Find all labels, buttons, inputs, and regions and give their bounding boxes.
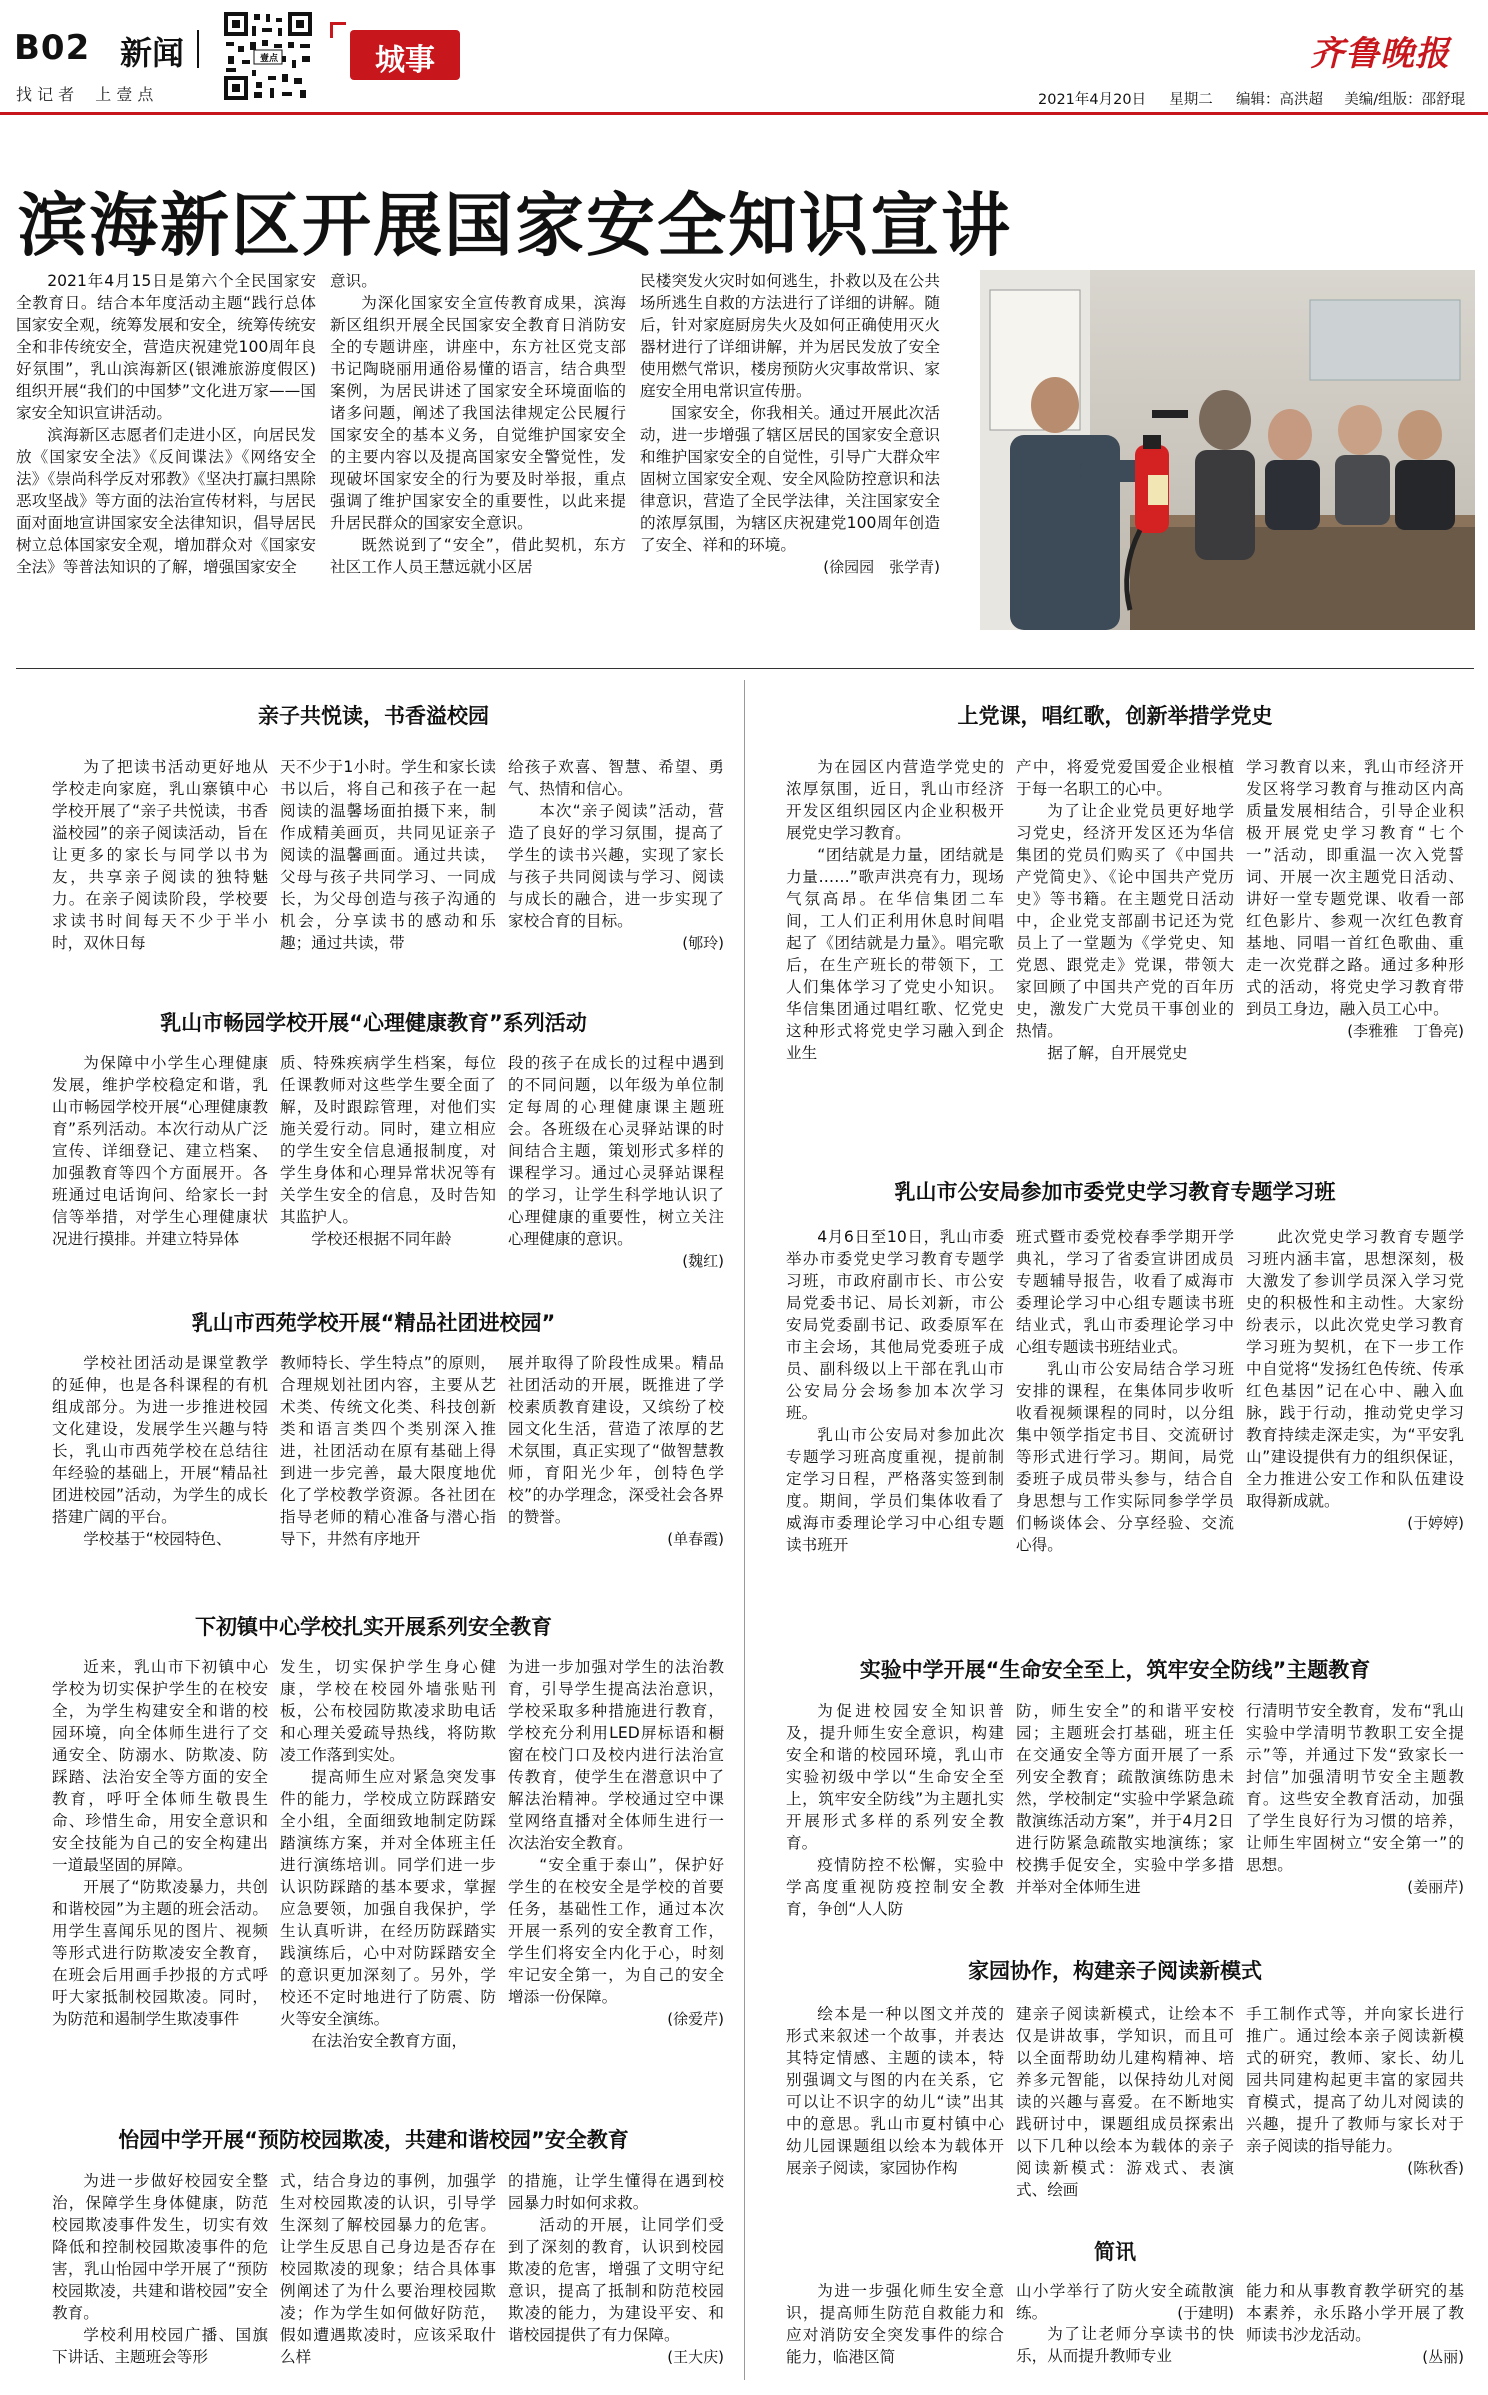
paragraph: 天不少于1小时。学生和家长读书以后，将自己和孩子在一起阅读的温馨场面拍摄下来，制作成精美画页，共同见证亲子阅读的温馨画面。通过共读，父母与孩子共同学习、一同成长，为父母创造与孩子沟通的机会，分享读书的感动和乐趣；通过共读，带 [280,758,496,952]
paragraph: 班式暨市委党校春季学期开学典礼，学习了省委宣讲团成员专题辅导报告，收看了威海市委理论学习中心组专题读书班结业式，乳山市委理论学习中心组专题读书班结业式。 [1016,1228,1234,1356]
paragraph: 疫情防控不松懈，实验中学高度重视防疫控制安全教育，争创“人人防 [786,1856,1004,1918]
lead-bottom-rule [16,668,1474,669]
paragraph: 建亲子阅读新模式，让绘本不仅是讲故事，学知识，而且可以全面帮助幼儿建构精神、培养多元智能，以保持幼儿对阅读的兴趣与喜爱。在不断地实践研讨中，课题组成员探索出以下几种以绘本为载体的亲子阅读新模式：游戏式、表演式、绘画 [1016,2005,1234,2199]
paragraph: 式，结合身边的事例，加强学生对校园欺凌的认识，引导学生深刻了解校园暴力的危害。让学生反思自己身边是否存在校园欺凌的现象；结合具体事例阐述了为什么要治理校园欺凌；作为学生如何做好防范，假如遭遇欺凌时，应该采取什么样 [280,2172,496,2366]
qr-code[interactable] [222,10,314,102]
article-column [508,756,724,976]
byline: (王大庆) [667,2348,724,2366]
article-column [786,756,1004,1146]
paragraph: 乳山市公安局结合学习班安排的课程，在集体同步收听收看视频课程的同时，以分组集中领学指定书目、交流研讨等形式进行学习。期间，局党委班子成员带头参与，结合自身思想与工作实际同参学学员们畅谈体会、分享经验、交流心得。 [1016,1360,1234,1554]
tag-corner-side [330,22,333,38]
article-column [52,1656,268,2100]
header-rule [0,112,1488,115]
article-column [280,2170,496,2380]
byline: (于建明) [1177,2304,1234,2322]
paragraph: 发生，切实保护学生身心健康，学校在校园外墙张贴刊板，公布校园防欺凌求助电话和心理关爱疏导热线，将防欺凌工作落到实处。 [280,1658,496,1764]
article-headline: 家园协作，构建亲子阅读新模式 [968,1959,1262,1983]
section-name: 新闻 [120,34,185,72]
paragraph: 为在园区内营造学党史的浓厚氛围，近日，乳山市经济开发区组织园区内企业积极开展党史学习教育。 [786,758,1004,842]
paragraph: 2021年4月15日是第六个全民国家安全教育日。结合本年度活动主题“践行总体国家安全观，统筹发展和安全，统筹传统安全和非传统安全，营造庆祝建党100周年良好氛围”，乳山滨海新区(银滩旅游度假区)组织开展“我们的中国梦”文化进万家——国家安全知识宣讲活动。 [16,272,316,422]
paragraph: 的措施，让学生懂得在遇到校园暴力时如何求救。 [508,2172,724,2212]
byline: (魏红) [682,1252,724,1270]
article-column [52,1352,268,1594]
paragraph: 既然说到了“安全”，借此契机，东方社区工作人员王慧远就小区居 [330,536,626,576]
paragraph: 教师特长、学生特点”的原则，合理规划社团内容，主要从艺术类、传统文化类、科技创新类和语言类四个类别深入推进，社团活动在原有基础上得到进一步完善，最大限度地优化了学校教学资源。各社团在指导老师的精心准备与潜心指导下，井然有序地开 [280,1354,496,1548]
article-column [1016,1226,1234,1646]
article-column [786,2003,1004,2227]
page-number: B02 [14,28,91,68]
paragraph: 国家安全，你我相关。通过开展此次活动，进一步增强了辖区居民的国家安全意识和维护国家安全的自觉性，引导广大群众牢固树立国家安全观、安全风险防控意识和法律意识，营造了全民学法律，关注国家安全的浓厚氛围，为辖区庆祝建党100周年创造了安全、祥和的环境。 [640,404,940,554]
article-column [508,2170,724,2380]
byline: (李雅雅 丁鲁亮) [1347,1022,1464,1040]
paragraph: 为保障中小学生心理健康发展，维护学校稳定和谐，乳山市畅园学校开展“心理健康教育”系列活动。本次行动从广泛宣传、详细登记、建立档案、加强教育等四个方面展开。各班通过电话询问、给家长一封信等举措，对学生心理健康状况进行摸排。并建立特异体 [52,1054,268,1248]
paragraph: 绘本是一种以图文并茂的形式来叙述一个故事，并表达其特定情感、主题的读本，特别强调文与图的内在关系，它可以让不识字的幼儿“读”出其中的意思。乳山市夏村镇中心幼儿园课题组以绘本为载体开展亲子阅读，家园协作构 [786,2005,1004,2177]
paragraph: 为进一步做好校园安全整治，保障学生身体健康，防范校园欺凌事件发生，切实有效降低和控制校园欺凌事件的危害，乳山怡园中学开展了“预防校园欺凌，共建和谐校园”安全教育。 [52,2172,268,2322]
editor-credit: 编辑：高洪超 [1236,92,1324,108]
column-tag-label: 城事 [375,43,435,78]
article-column [280,1352,496,1594]
qr-caption: 壹点 [259,54,278,64]
paragraph: 学习教育以来，乳山市经济开发区将学习教育与推动区内高质量发展相结合，引导企业积极开展党史学习教育“七个一”活动，即重温一次入党誓词、开展一次主题党日活动、讲好一堂专题党课、收看一部红色影片、参观一次红色教育基地、同唱一首红色歌曲、重走一次党群之路。通过多种形式的活动，将党史学习教育带到员工身边，融入员工心中。 [1246,758,1464,1018]
byline: (单春霞) [667,1530,724,1548]
paragraph: 展并取得了阶段性成果。精品社团活动的开展，既推进了学校素质教育建设，又缤纷了校园文化生活，营造了浓厚的艺术氛围，真正实现了“做智慧教师，育阳光少年，创特色学校”的办学理念，深受社会各界的赞誉。 [508,1354,724,1526]
paragraph: 给孩子欢喜、智慧、希望、勇气、热情和信心。 [508,758,724,798]
paragraph: 学校社团活动是课堂教学的延伸，也是各科课程的有机组成部分。为进一步推进校园文化建设，发展学生兴趣与特长，乳山市西苑学校在总结往年经验的基础上，开展“精品社团进校园”活动，为学生的成长搭建广阔的平台。 [52,1354,268,1526]
article-column [280,1052,496,1292]
paragraph: 段的孩子在成长的过程中遇到的不同问题，以年级为单位制定每周的心理健康课主题班会。各班级在心灵驿站课的时间结合主题，策划形式多样的课程学习。通过心灵驿站课程的学习，让学生科学地认识了心理健康的重要性，树立关注心理健康的意识。 [508,1054,724,1248]
article-column [786,1226,1004,1646]
paragraph: 能力和从事教育教学研究的基本素养，永乐路小学开展了教师读书沙龙活动。 [1246,2282,1464,2344]
paragraph: 为深化国家安全宣传教育成果，滨海新区组织开展全民国家安全教育日消防安全的专题讲座，讲座中，东方社区党支部书记陶晓丽用通俗易懂的语言，结合典型案例，为居民讲述了国家安全环境面临的诸多问题，阐述了我国法律规定公民履行国家安全的基本义务，自觉维护国家安全的主要内容以及提高国家安全警觉性，发现破坏国家安全的行为要及时举报，重点强调了维护国家安全的重要性，以此来提升居民群众的国家安全意识。 [330,294,626,532]
article-column [1246,2280,1464,2380]
article-column [508,1656,724,2100]
paragraph: 学校利用校园广播、国旗下讲话、主题班会等形 [52,2326,268,2366]
article-headline: 实验中学开展“生命安全至上，筑牢安全防线”主题教育 [859,1658,1371,1682]
paper-logo: 齐鲁晚报 [1310,34,1450,74]
article-column [52,1052,268,1292]
article-column [1246,756,1464,1146]
article-column [1246,2003,1464,2227]
paragraph: 质、特殊疾病学生档案，每位任课教师对这些学生要全面了解，及时跟踪管理，对他们实施关爱行动。同时，建立相应的学生安全信息通报制度，对学生身体和心理异常状况等有关学生安全的信息，及时告知其监护人。 [280,1054,496,1226]
article-column [786,1700,1004,1930]
lead-column-1 [16,270,316,648]
article-headline: 乳山市公安局参加市委党史学习教育专题学习班 [894,1180,1336,1204]
paragraph: 此次党史学习教育专题学习班内涵丰富，思想深刻，极大激发了参训学员深入学习党史的积极性和主动性。大家纷纷表示，以此次党史学习教育学习班为契机，在下一步工作中自觉将“发扬红色传统、传承红色基因”记在心中、融入血脉，践于行动，推动党史学习教育持续走深走实，为“平安乳山”建设提供有力的组织保证，全力推进公安工作和队伍建设取得新成就。 [1246,1228,1464,1510]
paragraph: 为进一步加强对学生的法治教育，引导学生提高法治意识，学校采取多种措施进行教育，学校充分利用LED屏标语和橱窗在校门口及校内进行法治宣传教育，使学生在潜意识中了解法治精神。学校通过空中课堂网络直播对全体师生进行一次法治安全教育。 [508,1658,724,1852]
date-line [1038,88,1465,109]
article-column [1016,756,1234,1146]
page-header [0,0,1488,130]
article-column [52,756,268,976]
paragraph: 本次“亲子阅读”活动，营造了良好的学习氛围，提高了学生的读书兴趣，实现了家长与孩子共同阅读与学习、阅读与成长的融合，进一步实现了家校合育的目标。 [508,802,724,930]
paragraph: 在法治安全教育方面， [311,2032,468,2050]
slogan: 找 记 者 上 壹 点 [16,85,154,104]
article-column [280,756,496,976]
lead-column-2 [330,270,626,648]
article-column [1016,2003,1234,2227]
byline: (徐园园 张学青) [823,558,940,576]
article-column [786,2280,1004,2380]
paragraph: “团结就是力量，团结就是力量……”歌声洪亮有力，现场气氛高昂。在华信集团二车间，工人们正利用休息时间唱起了《团结就是力量》。唱完歌后，在生产班长的带领下，工人们集体学习了党史小知识。华信集团通过唱红歌、忆党史这种形式将党史学习融入到企业生 [786,846,1004,1062]
paragraph: 学校基于“校园特色、 [83,1530,232,1548]
article-column [1016,2280,1234,2380]
paragraph: 为促进校园安全知识普及，提升师生安全意识，构建安全和谐的校园环境，乳山市实验初级中学以“生命安全至上，筑牢安全防线”为主题扎实开展形式多样的系列安全教育。 [786,1702,1004,1852]
paragraph: 为了让企业党员更好地学习党史，经济开发区还为华信集团的党员们购买了《中国共产党简史》、《论中国共产党历史》等书籍。在主题党日活动中，企业党支部副书记还为党员上了一堂题为《学党史、知党恩、跟党走》党课，带领大家回顾了中国共产党的百年历史，激发广大党员干事创业的热情。 [1016,802,1234,1040]
section-divider [197,30,199,68]
article-column [1246,1700,1464,1930]
byline: (郇玲) [682,934,724,952]
byline: (姜丽芹) [1407,1878,1464,1896]
article-headline: 乳山市西苑学校开展“精品社团进校园” [191,1311,556,1335]
byline: (丛丽) [1422,2348,1464,2366]
article-headline: 怡园中学开展“预防校园欺凌，共建和谐校园”安全教育 [118,2128,629,2152]
column-tag [350,30,460,80]
paragraph: 乳山市公安局对参加此次专题学习班高度重视，提前制定学习日程，严格落实签到制度。期间，学员们集体收看了威海市委理论学习中心组专题读书班开 [786,1426,1004,1554]
paragraph: 据了解，自开展党史 [1047,1044,1188,1062]
paragraph: 防，师生安全”的和谐平安校园；主题班会打基础，班主任在交通安全等方面开展了一系列安全教育；疏散演练防患未然，学校制定“实验中学紧急疏散演练活动方案”，并于4月2日进行防紧急疏散实地演练；家校携手促安全，实验中学多措并举对全体师生进 [1016,1702,1234,1896]
article-headline: 亲子共悦读，书香溢校园 [258,704,489,728]
paragraph: 开展了“防欺凌暴力，共创和谐校园”为主题的班会活动。用学生喜闻乐见的图片、视频等形式进行防欺凌安全教育，在班会后用画手抄报的方式呼吁大家抵制校园欺凌。同时，为防范和遏制学生欺凌事件 [52,1878,268,2028]
article-column [508,1052,724,1292]
article-headline: 下初镇中心学校扎实开展系列安全教育 [195,1615,552,1639]
lead-column-3 [640,270,940,660]
article-headline: 乳山市畅园学校开展“心理健康教育”系列活动 [160,1011,587,1035]
paragraph: 民楼突发火灾时如何逃生，扑救以及在公共场所逃生自救的方法进行了详细的讲解。随后，针对家庭厨房失火及如何正确使用灭火器材进行了详细讲解，并为居民发放了安全使用燃气常识，楼房预防火灾事故常识、家庭安全用电常识宣传册。 [640,272,940,400]
article-column [1246,1226,1464,1646]
paragraph: 提高师生应对紧急突发事件的能力，学校成立防踩踏安全小组，全面细致地制定防踩踏演练方案，并对全体班主任进行演练培训。同学们进一步认识防踩踏的基本要求，掌握应急要领，加强自我保护，学生认真听讲，在经历防踩踏实践演练后，心中对防踩踏安全的意识更加深刻了。另外，学校还不定时地进行了防震、防火等安全演练。 [280,1768,496,2028]
byline: (陈秋香) [1407,2159,1464,2177]
paragraph: 学校还根据不同年龄 [311,1230,452,1248]
lead-headline: 滨海新区开展国家安全知识宣讲 [18,186,1012,266]
article-headline: 上党课，唱红歌，创新举措学党史 [957,704,1273,728]
issue-weekday: 星期二 [1169,92,1213,108]
paragraph: 手工制作式等，并向家长进行推广。通过绘本亲子阅读新模式的研究，教师、家长、幼儿园共同建构起更丰富的家园共育模式，提高了幼儿对阅读的兴趣，提升了教师与家长对于亲子阅读的指导能力。 [1246,2005,1464,2155]
paragraph: 滨海新区志愿者们走进小区，向居民发放《国家安全法》《反间谍法》《网络安全法》《崇尚科学反对邪教》《坚决打赢扫黑除恶攻坚战》等方面的法治宣传材料，与居民面对面地宣讲国家安全法律知识，倡导居民树立总体国家安全观，增加群众对《国家安全法》等普法知识的了解，增强国家安全 [16,426,316,576]
article-column [1016,1700,1234,1930]
paragraph: 为了让老师分享读书的快乐，从而提升教师专业 [1016,2325,1234,2365]
paragraph: 近来，乳山市下初镇中心学校为切实保护学生的在校安全，为学生构建安全和谐的校园环境，向全体师生进行了交通安全、防溺水、防欺凌、防踩踏、法治安全等方面的安全教育，呼吁全体师生敬畏生命、珍惜生命，用安全意识和安全技能为自己的安全构建出一道最坚固的屏障。 [52,1658,268,1874]
paragraph: “安全重于泰山”，保护好学生的在校安全是学校的首要任务，基础性工作，通过本次开展一系列的安全教育工作，学生们将安全内化于心，时刻牢记安全第一，为自己的安全增添一份保障。 [508,1856,724,2006]
paragraph: 活动的开展，让同学们受到了深刻的教育，认识到校园欺凌的危害，增强了文明守纪意识，提高了抵制和防范校园欺凌的能力，为建设平安、和谐校园提供了有力保障。 [508,2216,724,2344]
paragraph: 产中，将爱党爱国爱企业根植于每一名职工的心中。 [1016,758,1234,798]
paragraph: 为进一步强化师生安全意识，提高师生防范自救能力和应对消防安全突发事件的综合能力，临港区简 [786,2282,1004,2366]
paragraph: 意识。 [330,272,377,290]
issue-date: 2021年4月20日 [1038,92,1147,108]
lead-photo [980,270,1475,630]
byline: (于婷婷) [1407,1514,1464,1532]
article-column [280,1656,496,2100]
paragraph: 山小学举行了防火安全疏散演练。 [1016,2282,1234,2322]
article-column [52,2170,268,2380]
article-column [508,1352,724,1594]
paragraph: 为了把读书活动更好地从学校走向家庭，乳山寨镇中心学校开展了“亲子共悦读，书香溢校园”的亲子阅读活动，旨在让更多的家长与同学以书为友，共享亲子阅读的独特魅力。在亲子阅读阶段，学校要求读书时间每天不少于半小时，双休日每 [52,758,268,952]
designer-credit: 美编/组版：邵舒琨 [1344,92,1466,108]
column-divider [744,680,745,2380]
lecture-photo-graphic [980,270,1475,630]
paragraph: 4月6日至10日，乳山市委举办市委党史学习教育专题学习班，市政府副市长、市公安局党委书记、局长刘新，市公安局党委副书记、政委原军在市主会场，其他局党委班子成员、副科级以上干部在乳山市公安局分会场参加本次学习班。 [786,1228,1004,1422]
paragraph: 行清明节安全教育，发布“乳山实验中学清明节教职工安全提示”等，并通过下发“致家长一封信”加强清明节安全主题教育。这些安全教育活动，加强了学生良好行为习惯的培养，让师生牢固树立“安全第一”的思想。 [1246,1702,1464,1874]
byline: (徐爱芹) [667,2010,724,2028]
brief-news-heading: 简讯 [1094,2240,1136,2264]
